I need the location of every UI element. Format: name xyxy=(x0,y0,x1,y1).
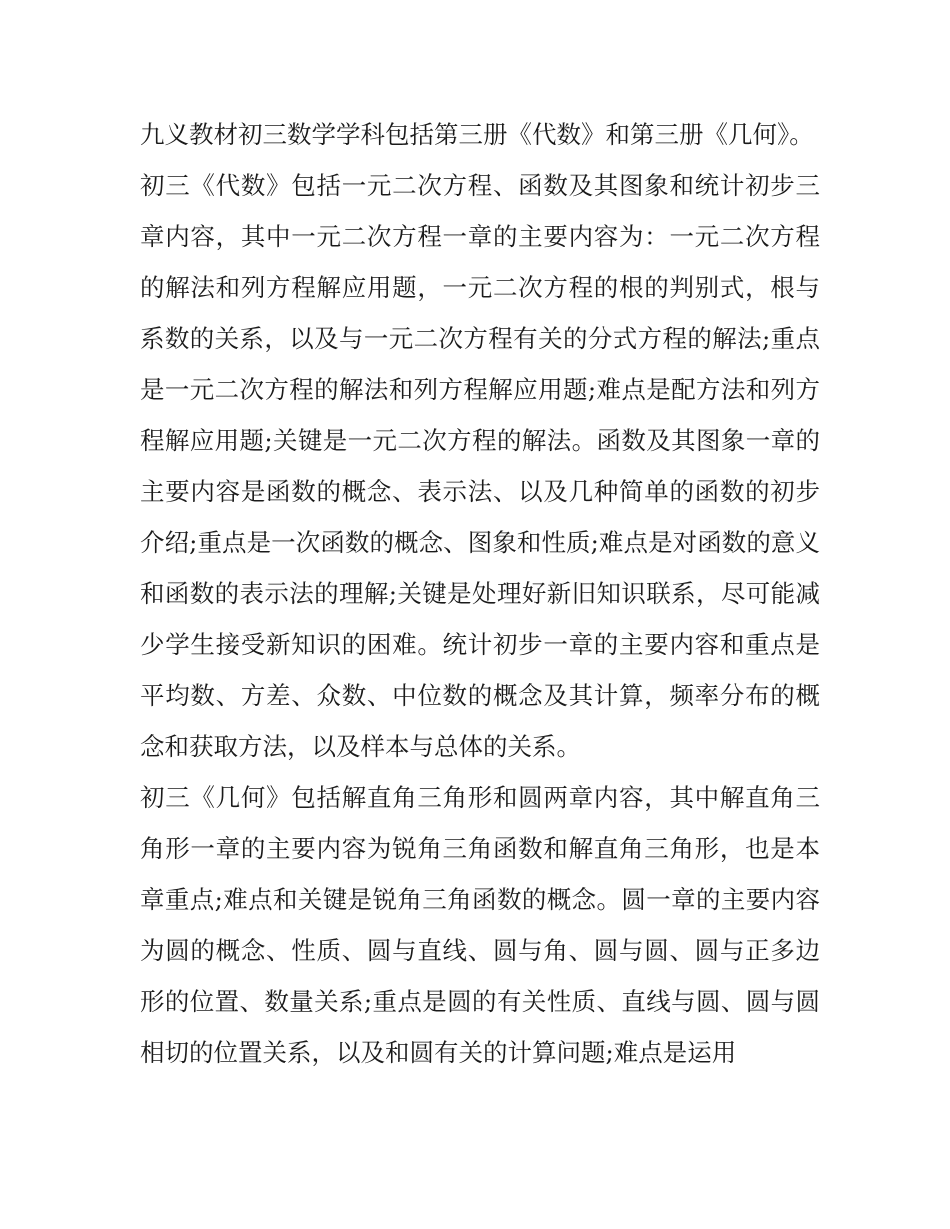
paragraph-geometry: 初三《几何》包括解直角三角形和圆两章内容，其中解直角三角形一章的主要内容为锐角三角函数和解直角三角形，也是本章重点;难点和关键是锐角三角函数的概念。圆一章的主要内容为圆的概念、性质、圆与直线、圆与角、圆与圆、圆与正多边形的位置、数量关系;重点是圆的有关性质、直线与圆、圆与圆相切的位置关系，以及和圆有关的计算问题;难点是运用 xyxy=(140,783,820,1067)
paragraph-intro: 九义教材初三数学学科包括第三册《代数》和第三册《几何》。 xyxy=(140,120,814,149)
paragraph-algebra: 初三《代数》包括一元二次方程、函数及其图象和统计初步三章内容，其中一元二次方程一章的主要内容为：一元二次方程的解法和列方程解应用题，一元二次方程的根的判别式，根与系数的关系，以及与一元二次方程有关的分式方程的解法;重点是一元二次方程的解法和列方程解应用题;难点是配方法和列方程解应用题;关键是一元二次方程的解法。函数及其图象一章的主要内容是函数的概念、表示法、以及几种简单的函数的初步介绍;重点是一次函数的概念、图象和性质;难点是对函数的意义和函数的表示法的理解;关键是处理好新旧知识联系，尽可能减少学生接受新知识的困难。统计初步一章的主要内容和重点是平均数、方差、众数、中位数的概念及其计算，频率分布的概念和获取方法，以及样本与总体的关系。 xyxy=(140,171,820,761)
document-body xyxy=(140,109,820,1078)
